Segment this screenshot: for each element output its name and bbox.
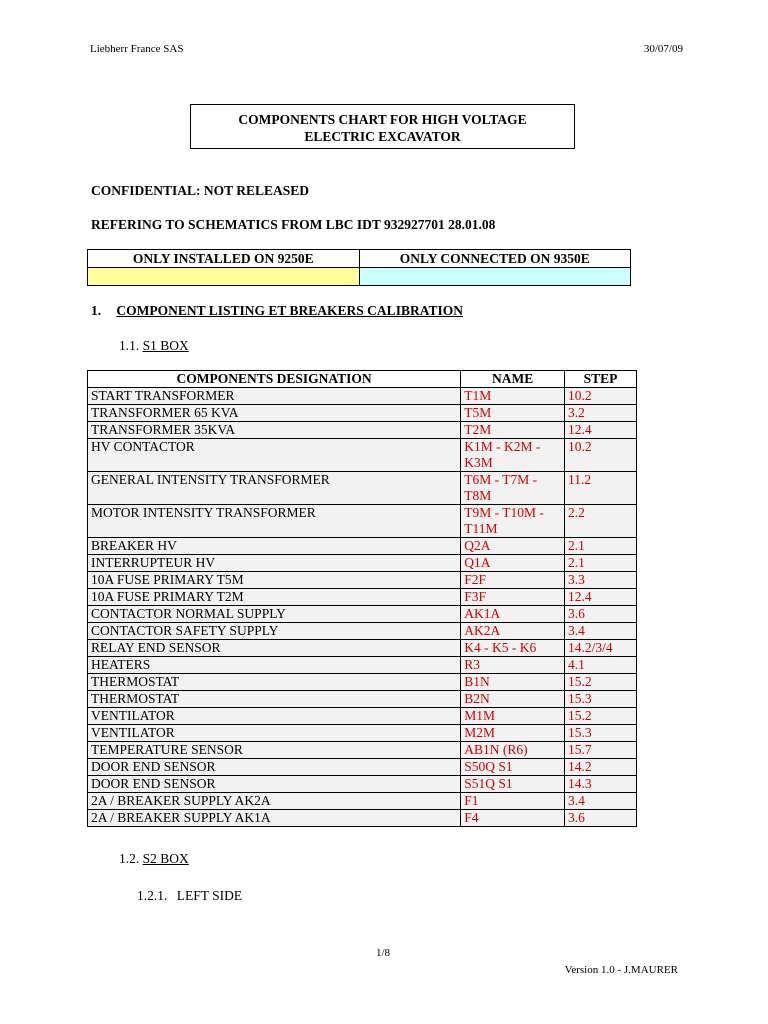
cell-name: F4: [461, 810, 565, 827]
cell-designation: START TRANSFORMER: [88, 388, 461, 405]
cell-name: AB1N (R6): [461, 742, 565, 759]
cell-designation: HEATERS: [88, 657, 461, 674]
header-date: 30/07/09: [643, 43, 683, 55]
cell-designation: THERMOSTAT: [88, 691, 461, 708]
cell-name: T5M: [461, 405, 565, 422]
table-row: [88, 388, 637, 405]
cell-step: 10.2: [565, 439, 637, 472]
column-header-designation: COMPONENTS DESIGNATION: [88, 371, 461, 388]
cell-name: AK2A: [461, 623, 565, 640]
table-row: [88, 793, 637, 810]
cell-step: 14.2: [565, 759, 637, 776]
subsection-1-2-number: 1.2.: [119, 851, 140, 866]
cell-designation: TRANSFORMER 35KVA: [88, 422, 461, 439]
cell-name: Q1A: [461, 555, 565, 572]
cell-step: 10.2: [565, 388, 637, 405]
cell-step: 15.2: [565, 674, 637, 691]
cell-name: K1M - K2M - K3M: [461, 439, 565, 472]
cell-name: AK1A: [461, 606, 565, 623]
cell-step: 14.3: [565, 776, 637, 793]
table-row: [88, 691, 637, 708]
cell-designation: RELAY END SENSOR: [88, 640, 461, 657]
cell-name: F1: [461, 793, 565, 810]
document-title-box: [190, 104, 575, 149]
legend-connected-label: ONLY CONNECTED ON 9350E: [359, 250, 631, 268]
cell-step: 15.3: [565, 725, 637, 742]
cell-step: 11.2: [565, 472, 637, 505]
cell-step: 15.2: [565, 708, 637, 725]
section-1-heading: [91, 303, 463, 319]
cell-step: 3.3: [565, 572, 637, 589]
cell-name: B1N: [461, 674, 565, 691]
cell-step: 4.1: [565, 657, 637, 674]
legend-installed-label: ONLY INSTALLED ON 9250E: [88, 250, 360, 268]
components-table-header: [88, 371, 637, 388]
subsection-1-2-1-heading: [137, 888, 242, 904]
cell-designation: DOOR END SENSOR: [88, 759, 461, 776]
cell-designation: 10A FUSE PRIMARY T5M: [88, 572, 461, 589]
table-row: [88, 589, 637, 606]
table-row: [88, 606, 637, 623]
cell-name: Q2A: [461, 538, 565, 555]
column-header-step: STEP: [565, 371, 637, 388]
cell-name: M2M: [461, 725, 565, 742]
section-1-title: COMPONENT LISTING ET BREAKERS CALIBRATION: [116, 303, 463, 318]
cell-step: 3.4: [565, 793, 637, 810]
table-row: [88, 810, 637, 827]
subsection-1-1-number: 1.1.: [119, 338, 140, 353]
cell-designation: TRANSFORMER 65 KVA: [88, 405, 461, 422]
cell-step: 15.3: [565, 691, 637, 708]
section-1-number: 1.: [91, 303, 102, 318]
cell-designation: CONTACTOR SAFETY SUPPLY: [88, 623, 461, 640]
table-row: [88, 472, 637, 505]
confidential-notice: CONFIDENTIAL: NOT RELEASED: [91, 183, 310, 198]
cell-designation: TEMPERATURE SENSOR: [88, 742, 461, 759]
document-title-line1: COMPONENTS CHART FOR HIGH VOLTAGE: [238, 112, 527, 127]
cell-step: 2.2: [565, 505, 637, 538]
cell-step: 3.4: [565, 623, 637, 640]
table-row: [88, 640, 637, 657]
table-row: [88, 708, 637, 725]
cell-name: K4 - K5 - K6: [461, 640, 565, 657]
cell-name: T6M - T7M - T8M: [461, 472, 565, 505]
cell-name: R3: [461, 657, 565, 674]
schematics-reference: REFERING TO SCHEMATICS FROM LBC IDT 932927701 28.01.08: [91, 217, 496, 232]
cell-step: 3.2: [565, 405, 637, 422]
cell-step: 3.6: [565, 606, 637, 623]
cell-designation: VENTILATOR: [88, 708, 461, 725]
subsection-1-1-title: S1 BOX: [142, 338, 189, 353]
version-label: Version 1.0 - J.MAURER: [564, 964, 678, 976]
table-row: [88, 674, 637, 691]
subsection-1-2-1-title: LEFT SIDE: [176, 888, 243, 903]
table-row: [88, 623, 637, 640]
subsection-1-2-title: S2 BOX: [142, 851, 189, 866]
cell-name: S50Q S1: [461, 759, 565, 776]
column-header-name: NAME: [461, 371, 565, 388]
cell-name: F3F: [461, 589, 565, 606]
cell-designation: HV CONTACTOR: [88, 439, 461, 472]
cell-name: T1M: [461, 388, 565, 405]
cell-name: B2N: [461, 691, 565, 708]
color-legend-table: [87, 249, 631, 286]
table-row: [88, 725, 637, 742]
cell-step: 12.4: [565, 422, 637, 439]
cell-designation: BREAKER HV: [88, 538, 461, 555]
cell-name: F2F: [461, 572, 565, 589]
cell-designation: DOOR END SENSOR: [88, 776, 461, 793]
cell-step: 14.2/3/4: [565, 640, 637, 657]
table-row: [88, 657, 637, 674]
cell-designation: MOTOR INTENSITY TRANSFORMER: [88, 505, 461, 538]
header-company: Liebherr France SAS: [90, 43, 184, 55]
table-row: [88, 572, 637, 589]
cell-name: M1M: [461, 708, 565, 725]
components-table: [87, 370, 637, 827]
cell-name: T2M: [461, 422, 565, 439]
legend-connected-swatch: [359, 268, 631, 286]
cell-designation: CONTACTOR NORMAL SUPPLY: [88, 606, 461, 623]
table-row: [88, 759, 637, 776]
cell-step: 2.1: [565, 555, 637, 572]
components-table-body: [88, 388, 637, 827]
cell-step: 15.7: [565, 742, 637, 759]
cell-designation: GENERAL INTENSITY TRANSFORMER: [88, 472, 461, 505]
cell-step: 12.4: [565, 589, 637, 606]
cell-step: 3.6: [565, 810, 637, 827]
cell-designation: THERMOSTAT: [88, 674, 461, 691]
table-row: [88, 555, 637, 572]
table-row: [88, 776, 637, 793]
cell-designation: INTERRUPTEUR HV: [88, 555, 461, 572]
cell-designation: 10A FUSE PRIMARY T2M: [88, 589, 461, 606]
table-row: [88, 405, 637, 422]
subsection-1-1-heading: [119, 338, 189, 354]
cell-name: S51Q S1: [461, 776, 565, 793]
table-row: [88, 538, 637, 555]
table-row: [88, 742, 637, 759]
table-row: [88, 505, 637, 538]
cell-step: 2.1: [565, 538, 637, 555]
cell-name: T9M - T10M - T11M: [461, 505, 565, 538]
page-number: 1/8: [376, 947, 391, 959]
subsection-1-2-1-number: 1.2.1.: [137, 888, 168, 903]
subsection-1-2-heading: [119, 851, 189, 867]
cell-designation: 2A / BREAKER SUPPLY AK1A: [88, 810, 461, 827]
cell-designation: VENTILATOR: [88, 725, 461, 742]
table-row: [88, 422, 637, 439]
document-title-line2: ELECTRIC EXCAVATOR: [304, 129, 461, 144]
table-row: [88, 439, 637, 472]
legend-installed-swatch: [88, 268, 360, 286]
cell-designation: 2A / BREAKER SUPPLY AK2A: [88, 793, 461, 810]
